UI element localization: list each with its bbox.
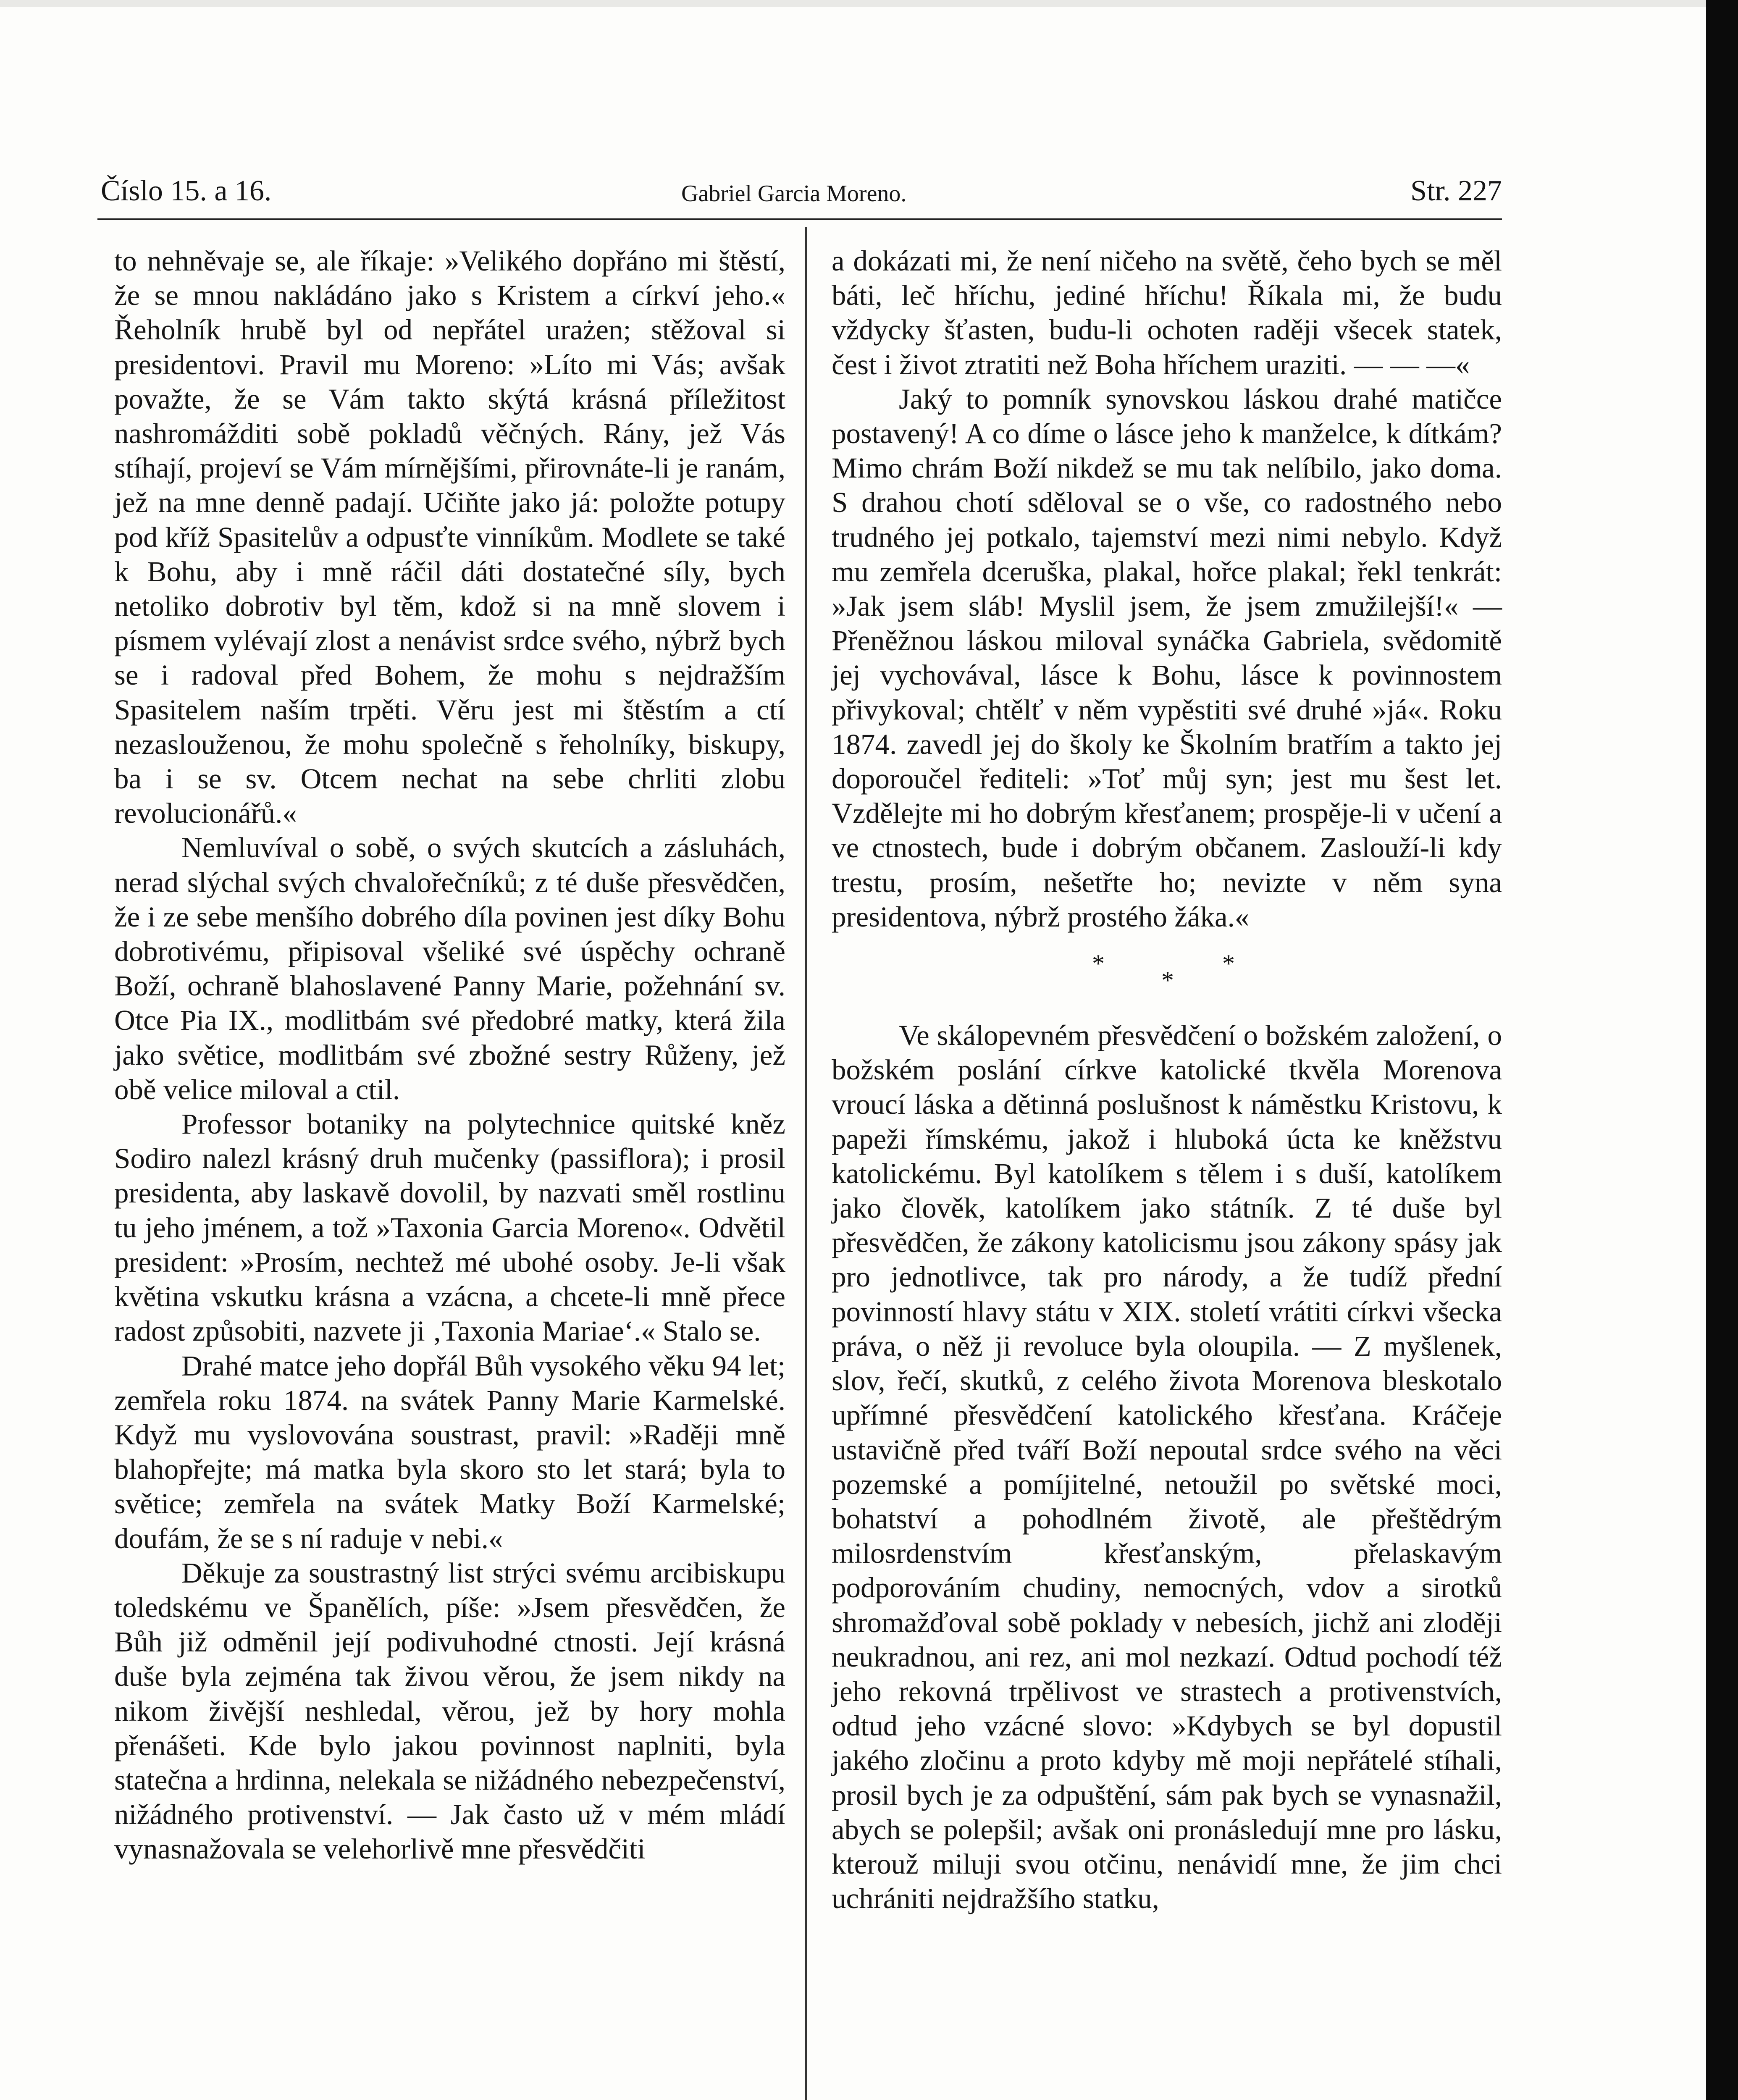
paragraph: Ve skálopevném přesvědčení o božském založení, o božském poslání církve katolické tkvěla Morenova vroucí láska a dětinná poslušnost k náměstku Kristovu, k papeži římskému, jakož i hluboká úcta ke kněžstvu katolickému. Byl katolíkem s tělem i s duší, katolíkem jako člověk, katolíkem jako státník. Z té duše byl přesvědčen, že zákony katolicismu jsou zákony spásy jak pro jednotlivce, tak pro národy, a že tudíž přední povinností hlavy státu v XIX. století vrátiti církvi všecka práva, o něž ji revoluce byla oloupila. — Z myšlenek, slov, řečí, skutků, z celého života Morenova bleskotalo upřímné přesvědčení katolického křesťana. Kráčeje ustavičně před tváří Boží nepoutal srdce svého na věci pozemské a pomíjitelné, netoužil po světské moci, bohatství a pohodlném životě, ale přeštědrým milosrdenstvím křesťanským, přelaskavým podporováním chudiny, nemocných, vdov a sirotků shromažďoval sobě poklady v nebesích, jichž ani zloději neukradnou, ani rez, ani mol nezkazí. Odtud pochodí též jeho rekovná trpělivost ve strastech a protivenstvích, odtud jeho vzácné slovo: »Kdybych se byl dopustil jakého zločinu a proto kdyby mě moji nepřátelé stíhali, prosil bych je za odpuštění, sám pak bych se vynasnažil, abych se polepšil; avšak oni pronásledují mne pro lásku, kterouž miluji svou otčinu, nenávidí mne, že jim chci uchrániti nejdražšího statku, [832,1019,1502,1915]
scan-border [1706,0,1738,2100]
running-header [101,174,1502,220]
article-title: Gabriel Garcia Moreno. [681,181,907,207]
paragraph: Drahé matce jeho dopřál Bůh vysokého věku 94 let; zemřela roku 1874. na svátek Panny Marie Karmelské. Když mu vyslovována soustrast, pravil: »Raději mně blahopřejte; má matka byla skoro sto let stará; byla to světice; zemřela na svátek Matky Boží Karmelské; doufám, že se s ní raduje v nebi.« [114,1349,785,1554]
paragraph: to nehněvaje se, ale říkaje: »Velikého dopřáno mi štěstí, že se mnou nakládáno jako s Kristem a církví jeho.« Řeholník hrubě byl od nepřátel urażen; stěžoval si presidentovi. Pravil mu Moreno: »Líto mi Vás; avšak považte, že se Vám takto skýtá krásná příležitost nashromážditi sobě pokladů věčných. Rány, jež Vás stíhají, projeví se Vám mírnějšími, přirovnáte-li je ranám, jež na mne denně padají. Učiňte jako já: položte potupy pod kříž Spasitelův a odpusťte vinníkům. Modlete se také k Bohu, aby i mně ráčil dáti dostatečné síly, bych netoliko dobrotiv byl těm, kdož si na mně slovem i písmem vylévají zlost a nenávist srdce svého, nýbrž bych se i radoval před Bohem, že mohu s nejdražším Spasitelem naším trpěti. Věru jest mi štěstím a ctí nezaslouženou, že mohu společně s řeholníky, biskupy, ba i se sv. Otcem nechat na sebe chrliti zlobu revolucionářů.« [114,245,785,830]
right-column [832,244,1502,1916]
paragraph: a dokázati mi, že není ničeho na světě, čeho bych se měl báti, leč hříchu, jediné hříchu! Říkala mi, že budu vždycky šťasten, budu-li ochoten raději všecek statek, čest i život ztratiti než Boha hříchem uraziti. — — —« [832,245,1502,381]
page-top-edge [0,0,1706,7]
paragraph: Professor botaniky na polytechnice quitské kněz Sodiro nalezl krásný druh mučenky (passiflora); i prosil presidenta, aby laskavě dovolil, by nazvati směl rostlinu tu jeho jménem, a tož »Taxonia Garcia Moreno«. Odvětil president: »Prosím, nechtež mé ubohé osoby. Je-li však květina vskutku krásna a vzácna, a chcete-li mně přece radost způsobiti, nazvete ji ‚Taxonia Mariae‘.« Stalo se. [114,1108,785,1347]
issue-number: Číslo 15. a 16. [101,175,272,207]
header-rule [97,218,1502,220]
asterisk: * [1222,950,1235,978]
asterisk: * [1092,950,1105,978]
page-number: Str. 227 [1410,175,1502,207]
asterisk: * [1161,966,1174,995]
paragraph: Jaký to pomník synovskou láskou drahé matičce postavený! A co díme o lásce jeho k manželce, k dítkám? Mimo chrám Boží nikdež se mu tak nelíbilo, jako doma. S drahou chotí sděloval se o vše, co radostného nebo trudného jej potkalo, tajemství mezi nimi nebylo. Když mu zemřela dceruška, plakal, hořce plakal; řekl tenkrát: »Jak jsem sláb! Myslil jsem, že jsem zmužilejší!« — Přeněžnou láskou miloval synáčka Gabriela, svědomitě jej vychovával, lásce k Bohu, lásce k povinnostem přivykoval; chtělť v něm vypěstiti své druhé »já«. Roku 1874. zavedl jej do školy ke Školním bratřím a takto jej doporoučel řediteli: »Toť můj syn; jest mu šest let. Vzdělejte mi ho dobrým křesťanem; prospěje-li v učení a ve ctnostech, bude i dobrým občanem. Zaslouží-li kdy trestu, prosím, nešetřte ho; nevizte v něm syna presidentova, nýbrž prostého žáka.« [832,383,1502,933]
paragraph: Děkuje za soustrastný list strýci svému arcibiskupu toledskému ve Španělích, píše: »Jsem přesvědčen, že Bůh již odměnil její podivuhodné ctnosti. Její krásná duše byla zejména tak živou věrou, že jsem nikdy na nikom živější neshledal, věrou, jež by hory mohla přenášeti. Kde bylo jakou povinnost naplniti, byla statečna a hrdinna, nelekala se nižádného nebezpečenství, nižádného protivenství. — Jak často už v mém mládí vynasnažovala se velehorlivě mne přesvědčiti [114,1557,785,1865]
column-divider [805,227,807,2100]
section-asterism [832,951,1502,993]
paragraph: Nemluvíval o sobě, o svých skutcích a zásluhách, nerad slýchal svých chvalořečníků; z té duše přesvědčen, že i ze sebe menšího dobrého díla povinen jest díky Bohu dobrotivému, připisoval všeliké své úspěchy ochraně Boží, ochraně blahoslavené Panny Marie, požehnání sv. Otce Pia IX., modlitbám své předobré matky, která žila jako světice, modlitbám své zbožné sestry Růženy, jež obě velice miloval a ctil. [114,832,785,1105]
left-column [114,244,785,1866]
